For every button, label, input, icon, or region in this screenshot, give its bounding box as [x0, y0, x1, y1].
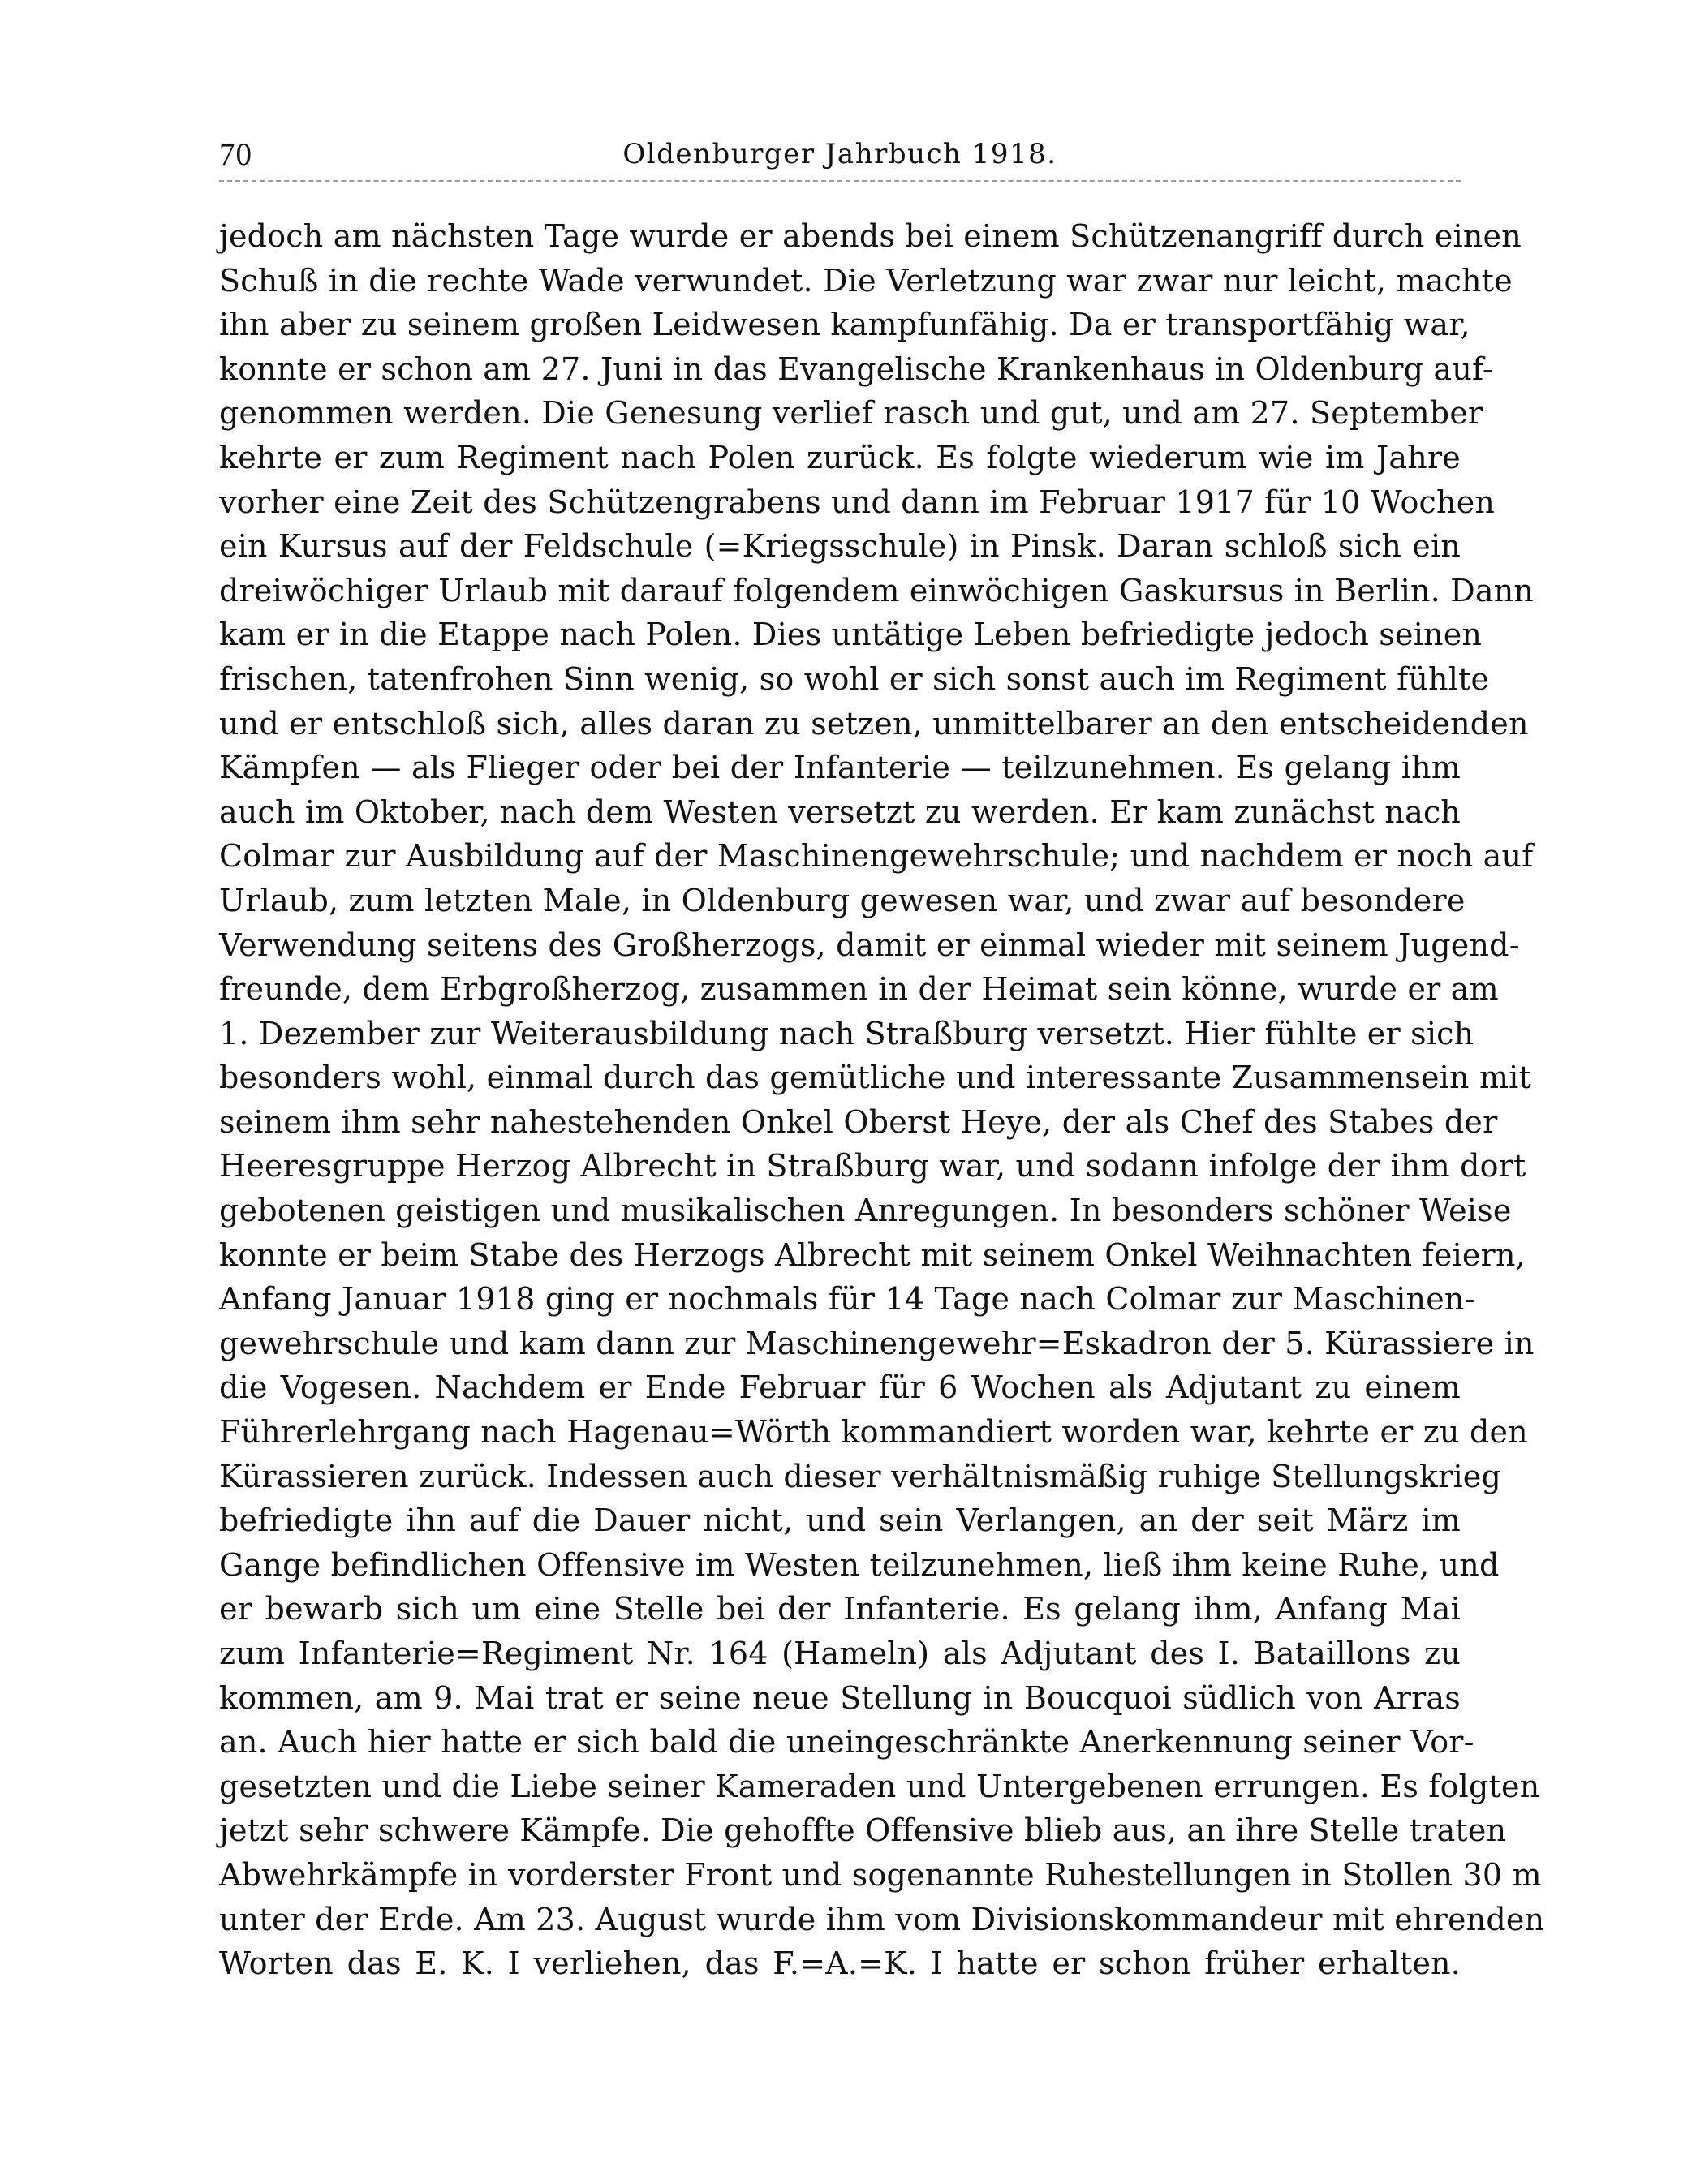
text-line: ein Kursus auf der Feldschule (=Kriegsschule) in Pinsk. Daran schloß sich ein [219, 528, 1461, 565]
text-line: Kürassieren zurück. Indessen auch dieser verhältnismäßig ruhige Stellungskrieg [219, 1458, 1502, 1494]
text-line: Abwehrkämpfe in vorderster Front und sogenannte Ruhestellungen in Stollen 30 m [219, 1856, 1542, 1893]
text-line: jedoch am nächsten Tage wurde er abends bei einem Schützenangriff durch einen [219, 218, 1522, 254]
text-line: an. Auch hier hatte er sich bald die uneingeschränkte Anerkennung seiner Vor- [219, 1724, 1474, 1761]
text-line: frischen, tatenfrohen Sinn wenig, so wohl er sich sonst auch im Regiment fühlte [219, 660, 1490, 697]
text-line: die Vogesen. Nachdem er Ende Februar für 6 Wochen als Adjutant zu einem [219, 1369, 1461, 1406]
text-line: unter der Erde. Am 23. August wurde ihm vom Divisionskommandeur mit ehrenden [219, 1901, 1545, 1937]
header-divider [219, 180, 1461, 182]
text-line: Heeresgruppe Herzog Albrecht in Straßburg war, und sodann infolge der ihm dort [219, 1148, 1526, 1184]
text-line: er bewarb sich um eine Stelle bei der Infanterie. Es gelang ihm, Anfang Mai [219, 1591, 1461, 1627]
text-line: Führerlehrgang nach Hagenau=Wörth kommandiert worden war, kehrte er zu den [219, 1414, 1528, 1451]
text-line: vorher eine Zeit des Schützengrabens und dann im Februar 1917 für 10 Wochen [219, 484, 1496, 520]
text-line: und er entschloß sich, alles daran zu setzen, unmittelbarer an den entscheidenden [219, 705, 1529, 742]
running-title: Oldenburger Jahrbuch 1918. [622, 138, 1057, 170]
text-line: kommen, am 9. Mai trat er seine neue Stellung in Boucquoi südlich von Arras [219, 1679, 1461, 1716]
text-line: gewehrschule und kam dann zur Maschinengewehr=Eskadron der 5. Kürassiere in [219, 1325, 1535, 1361]
text-line: Verwendung seitens des Großherzogs, damit er einmal wieder mit seinem Jugend- [219, 926, 1520, 963]
text-line: Kämpfen — als Flieger oder bei der Infanterie — teilzunehmen. Es gelang ihm [219, 750, 1461, 786]
text-line: Gange befindlichen Offensive im Westen teilzunehmen, ließ ihm keine Ruhe, und [219, 1546, 1500, 1583]
text-line: gesetzten und die Liebe seiner Kameraden und Untergebenen errungen. Es folgten [219, 1768, 1540, 1804]
page-header [219, 130, 1461, 178]
text-line: freunde, dem Erbgroßherzog, zusammen in der Heimat sein könne, wurde er am [219, 971, 1499, 1008]
text-line: konnte er schon am 27. Juni in das Evangelische Krankenhaus in Oldenburg auf- [219, 350, 1493, 387]
text-line: seinem ihm sehr nahestehenden Onkel Oberst Heye, der als Chef des Stabes der [219, 1103, 1498, 1140]
text-line: kam er in die Etappe nach Polen. Dies untätige Leben befriedigte jedoch seinen [219, 617, 1483, 653]
text-line: dreiwöchiger Urlaub mit darauf folgendem einwöchigen Gaskursus in Berlin. Dann [219, 572, 1535, 608]
text-line: genommen werden. Die Genesung verlief rasch und gut, und am 27. September [219, 395, 1483, 432]
text-line: konnte er beim Stabe des Herzogs Albrecht mit seinem Onkel Weihnachten feiern, [219, 1236, 1526, 1273]
text-line: ihn aber zu seinem großen Leidwesen kampfunfähig. Da er transportfähig war, [219, 307, 1470, 343]
text-line: gebotenen geistigen und musikalischen Anregungen. In besonders schöner Weise [219, 1193, 1512, 1229]
text-line: zum Infanterie=Regiment Nr. 164 (Hameln) als Adjutant des I. Bataillons zu [219, 1636, 1461, 1671]
text-line: auch im Oktober, nach dem Westen versetzt zu werden. Er kam zunächst nach [219, 793, 1461, 830]
text-line: jetzt sehr schwere Kämpfe. Die gehoffte Offensive blieb aus, an ihre Stelle traten [219, 1812, 1507, 1849]
text-line: Worten das E. K. I verliehen, das F.=A.=K. I hatte er schon früher erhalten. [219, 1945, 1461, 1982]
text-line: Urlaub, zum letzten Male, in Oldenburg gewesen war, und zwar auf besondere [219, 882, 1466, 918]
text-line: befriedigte ihn auf die Dauer nicht, und sein Verlangen, an der seit März im [219, 1503, 1461, 1539]
page-number: 70 [219, 137, 252, 172]
text-line: 1. Dezember zur Weiterausbildung nach Straßburg versetzt. Hier fühlte er sich [219, 1015, 1474, 1051]
text-line: kehrte er zum Regiment nach Polen zurück. Es folgte wiederum wie im Jahre [219, 439, 1461, 475]
text-line: besonders wohl, einmal durch das gemütliche und interessante Zusammensein mit [219, 1060, 1532, 1096]
text-line: Schuß in die rechte Wade verwundet. Die Verletzung war zwar nur leicht, machte [219, 262, 1513, 299]
text-line: Colmar zur Ausbildung auf der Maschinengewehrschule; und nachdem er noch auf [219, 838, 1534, 875]
text-line: Anfang Januar 1918 ging er nochmals für 14 Tage nach Colmar zur Maschinen- [219, 1281, 1475, 1318]
body-text [219, 214, 1545, 1986]
